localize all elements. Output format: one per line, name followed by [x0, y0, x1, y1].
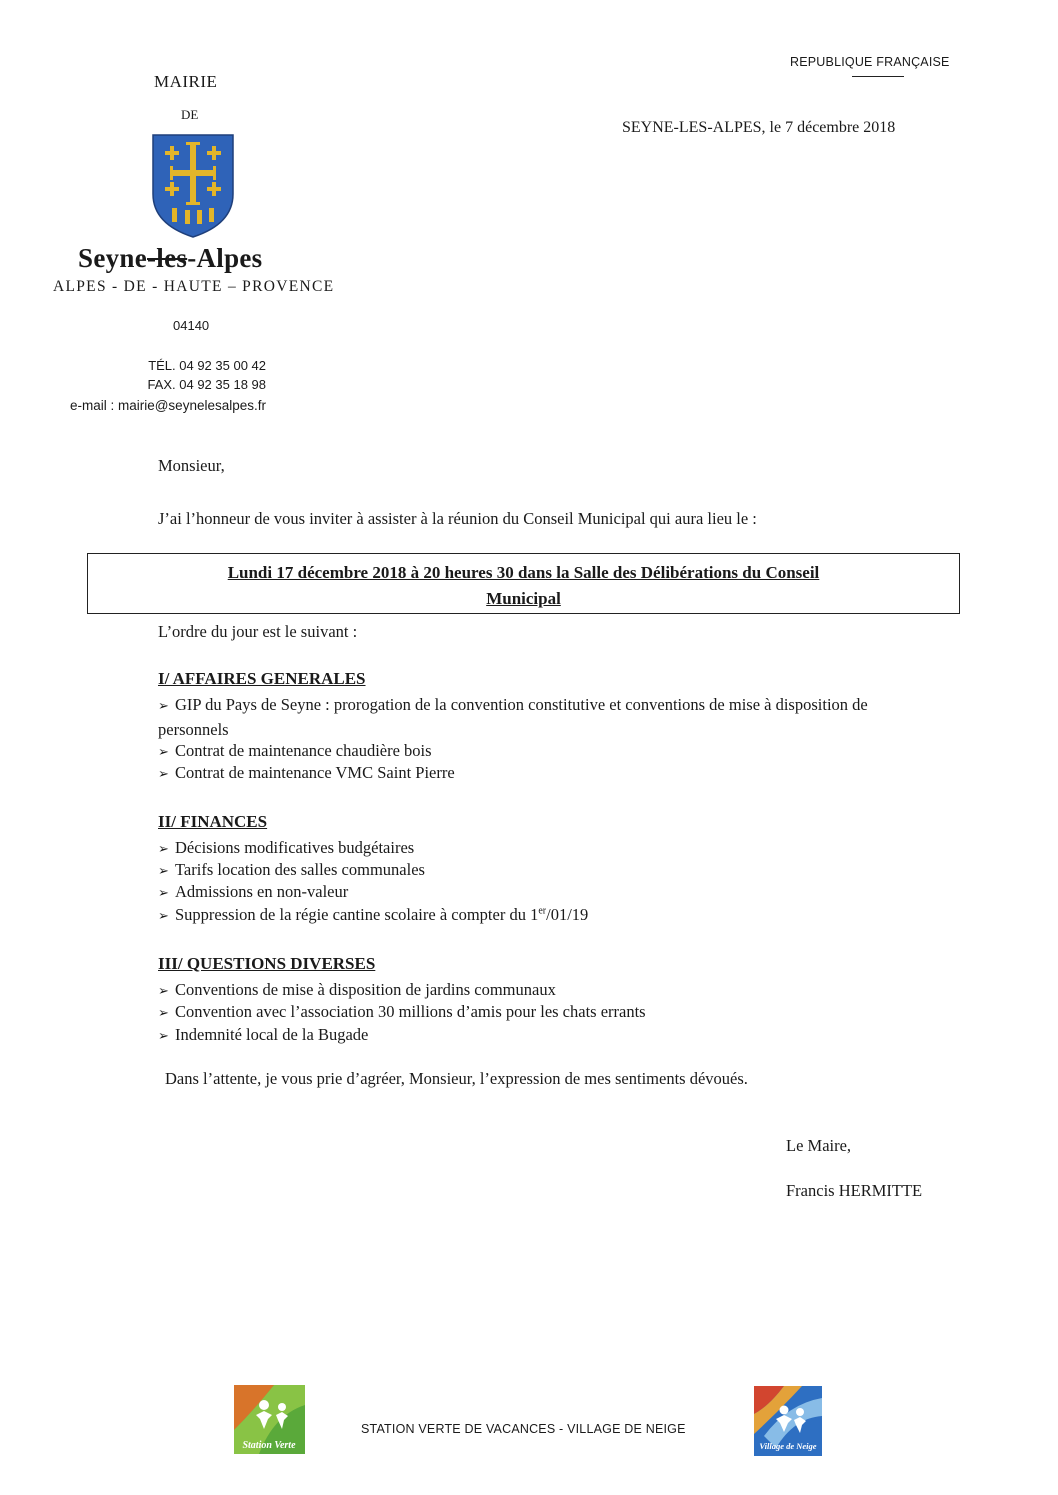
arrow-bullet-icon: ➢: [158, 909, 169, 924]
list-item: ➢ Indemnité local de la Bugade: [158, 1024, 918, 1049]
signature-title: Le Maire,: [786, 1136, 852, 1155]
arrow-bullet-icon: ➢: [158, 864, 169, 879]
mairie-label: MAIRIE: [154, 72, 218, 91]
town-name-part1: Seyne: [78, 243, 147, 273]
list-item: ➢ Convention avec l’association 30 millions d’amis pour les chats errants: [158, 1001, 918, 1026]
region-label: ALPES - DE - HAUTE – PROVENCE: [53, 278, 335, 295]
village-de-neige-logo-text: Village de Neige: [759, 1441, 817, 1451]
ordinal-suffix: er: [538, 905, 547, 917]
list-item: ➢ Contrat de maintenance VMC Saint Pierre: [158, 762, 918, 787]
list-item: ➢ Décisions modificatives budgétaires: [158, 837, 918, 862]
town-name-part3: -Alpes: [187, 243, 263, 273]
section-title-affaires-generales: I/ AFFAIRES GENERALES: [158, 669, 366, 688]
meeting-line-2: Municipal: [486, 589, 561, 608]
postcode: 04140: [173, 318, 210, 333]
town-name: [78, 243, 263, 274]
station-verte-logo-icon: [234, 1385, 305, 1454]
list-item: ➢ Suppression de la régie cantine scolaire à compter du 1er/01/19: [158, 904, 918, 929]
de-label: DE: [181, 107, 199, 122]
arrow-bullet-icon: ➢: [158, 1006, 169, 1021]
email-address: e-mail : mairie@seynelesalpes.fr: [69, 398, 266, 413]
list-item: ➢ Conventions de mise à disposition de jardins communaux: [158, 979, 918, 1004]
list-item: ➢ GIP du Pays de Seyne : prorogation de la convention constitutive et conventions de mise à disposition de personnels: [158, 695, 868, 739]
town-name-struck-part: -les: [147, 243, 188, 273]
greeting: Monsieur,: [158, 456, 225, 475]
place-and-date: SEYNE-LES-ALPES, le 7 décembre 2018: [622, 119, 896, 136]
meeting-details: [87, 560, 960, 612]
village-de-neige-logo-icon: [754, 1386, 822, 1456]
list-item: ➢ Admissions en non-valeur: [158, 881, 918, 906]
arrow-bullet-icon: ➢: [158, 842, 169, 857]
section-title-finances: II/ FINANCES: [158, 812, 268, 831]
republique-underline: [852, 76, 904, 77]
arrow-bullet-icon: ➢: [158, 984, 169, 999]
republique-francaise: REPUBLIQUE FRANÇAISE: [790, 55, 950, 69]
station-verte-logo-text: Station Verte: [242, 1440, 296, 1451]
closing-formula: Dans l’attente, je vous prie d’agréer, Monsieur, l’expression de mes sentiments dévoués.: [165, 1069, 748, 1088]
list-item: ➢ Contrat de maintenance chaudière bois: [158, 740, 918, 765]
arrow-bullet-icon: ➢: [158, 1029, 169, 1044]
meeting-line-1: Lundi 17 décembre 2018 à 20 heures 30 dans la Salle des Délibérations du Conseil: [227, 563, 820, 582]
section-title-questions-diverses: III/ QUESTIONS DIVERSES: [158, 954, 376, 973]
telephone: TÉL. 04 92 35 00 42: [148, 358, 266, 373]
arrow-bullet-icon: ➢: [158, 745, 169, 760]
intro-paragraph: J’ai l’honneur de vous inviter à assister à la réunion du Conseil Municipal qui aura lieu le :: [158, 509, 757, 528]
arrow-bullet-icon: ➢: [158, 699, 169, 714]
agenda-intro: L’ordre du jour est le suivant :: [158, 622, 358, 641]
list-item: ➢ Tarifs location des salles communales: [158, 859, 918, 884]
coat-of-arms-icon: [150, 132, 236, 240]
footer-text: STATION VERTE DE VACANCES - VILLAGE DE NEIGE: [361, 1422, 686, 1436]
arrow-bullet-icon: ➢: [158, 767, 169, 782]
fax: FAX. 04 92 35 18 98: [147, 377, 266, 392]
arrow-bullet-icon: ➢: [158, 886, 169, 901]
signer-name: Francis HERMITTE: [786, 1181, 923, 1200]
